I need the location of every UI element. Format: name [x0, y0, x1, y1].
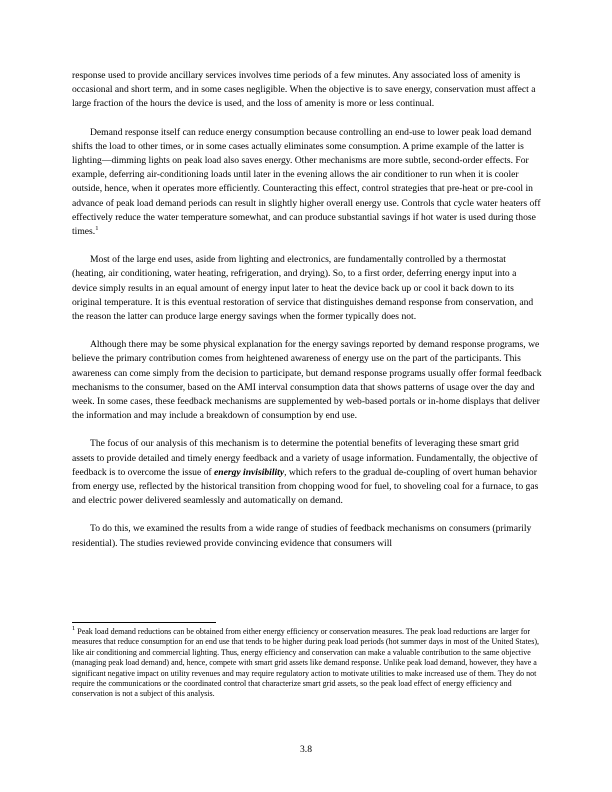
footnote-reference[interactable]: 1 — [95, 225, 99, 233]
paragraph-2-text: Demand response itself can reduce energy consumption because controlling an end-use to lower peak load demand shifts the load to other times, or in some cases actually eliminates some consumption. A prime example of the latter is lighting—dimming lights on peak load also saves energy. Other mechanisms are more subtle, second-order effects. For example, deferring air-conditioning loads until later in the evening allows the air conditioner to run when it is cooler outside, hence, when it operates more efficiently. Counteracting this effect, control strategies that pre-heat or pre-cool in advance of peak load demand periods can result in slightly higher overall energy use. Controls that cycle water heaters off effectively reduce the water temperature somewhat, and can produce substantial savings if hot water is used during those times. — [72, 126, 541, 238]
paragraph-1 — [72, 69, 542, 112]
paragraph-5-text-end: , which refers to the gradual de-coupling of overt human behavior from energy use, reflected by the historical transition from chopping wood for fuel, to shoveling coal for a furnace, to gas and electric power delivered seamlessly and automatically on demand. — [72, 466, 539, 507]
footnote-separator — [72, 622, 216, 623]
paragraph-4-text: Although there may be some physical explanation for the energy savings reported by demand response programs, we believe the primary contribution comes from heightened awareness of energy use on the part of the participants. This awareness can come simply from the decision to participate, but demand response programs usually offer formal feedback mechanisms to the consumer, based on the AMI interval consumption data that shows patterns of usage over the day and week. In some cases, these feedback mechanisms are supplemented by web-based portals or in-home displays that deliver the information and may include a breakdown of consumption by end use. — [72, 339, 542, 422]
paragraph-6-text: To do this, we examined the results from a wide range of studies of feedback mechanisms on consumers (primarily residential). The studies reviewed provide convincing evidence that consumers will — [72, 523, 532, 549]
page-number: 3.8 — [300, 744, 312, 755]
paragraph-6 — [72, 522, 542, 550]
footnote-number: 1 — [72, 625, 76, 632]
paragraph-5 — [72, 437, 542, 508]
paragraph-1-text: response used to provide ancillary services involves time periods of a few minutes. Any associated loss of amenity is occasional and short term, and in some cases negligible. When the objective is to save energy, conservation must affect a large fraction of the hours the device is used, and the loss of amenity is more or less continual. — [72, 70, 536, 110]
paragraph-3 — [72, 253, 542, 324]
paragraph-5-text-start: The focus of our analysis of this mechanism is to determine the potential benefits of leveraging these smart grid assets to provide detailed and timely energy feedback and a variety of usage information. Fundamentally, the objective of feedback is to overcome the issue of — [72, 438, 538, 478]
paragraph-3-text: Most of the large end uses, aside from lighting and electronics, are fundamentally controlled by a thermostat (heating, air conditioning, water heating, refrigeration, and drying). So, to a first order, deferring energy input into a device simply results in an equal amount of energy input later to heat the device back up or cool it back down to its original temperature. It is this eventual restoration of service that distinguishes demand response from conservation, and the reason the latter can produce large energy savings when the former typically does not. — [72, 254, 534, 323]
body-text — [72, 69, 542, 565]
paragraph-2 — [72, 126, 542, 240]
paragraph-4 — [72, 338, 542, 423]
footnote-text: Peak load demand reductions can be obtained from either energy efficiency or conservation measures. The peak load reductions are larger for measures that reduce consumption for an end use that tends to be higher during peak load periods (hot summer days in most of the United States), like air conditioning and commercial lighting. Thus, energy efficiency and conservation can make a valuable contribution to the same objective (managing peak load demand) and, hence, compete with smart grid assets like demand response. Unlike peak load demand, however, they have a significant negative impact on utility revenues and may require regulatory action to motivate utilities to make increased use of them. They do not require the communications or the coordinated control that characterize smart grid assets, so the peak load effect of energy efficiency and conservation is not a subject of this analysis. — [72, 627, 539, 699]
footnote-body — [72, 627, 542, 700]
energy-invisibility-term: energy invisibility — [214, 466, 285, 478]
footnote — [72, 627, 542, 700]
